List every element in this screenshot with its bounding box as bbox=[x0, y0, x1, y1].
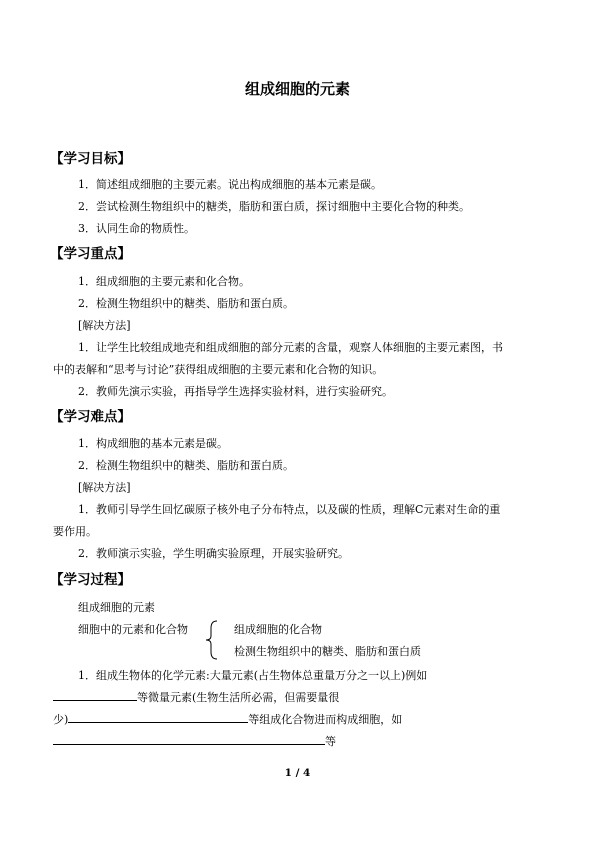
page-title: 组成细胞的元素 bbox=[244, 80, 350, 98]
method-text: 中的表解和“思考与讨论”获得组成细胞的主要元素和化合物的知识。 bbox=[53, 363, 384, 376]
difficulty-item: 2．检测生物组织中的糖类、脂肪和蛋白质。 bbox=[78, 459, 294, 472]
key-point-item: 1．组成细胞的主要元素和化合物。 bbox=[78, 275, 250, 288]
page-number: 1 / 4 bbox=[284, 767, 311, 779]
branch-item: 组成细胞的化合物 bbox=[234, 623, 322, 636]
method-text: 2．教师先演示实验，再指导学生选择实验材料，进行实验研究。 bbox=[78, 385, 393, 398]
difficulty-item: 1．构成细胞的基本元素是碳。 bbox=[78, 437, 228, 450]
branch-item: 检测生物组织中的糖类、脂肪和蛋白质 bbox=[234, 645, 421, 658]
question-line: 等微量元素(生物生活所必需，但需要量很 bbox=[53, 689, 339, 705]
question-line: 等 bbox=[53, 733, 336, 749]
method-label: [解决方法] bbox=[78, 319, 131, 332]
question-line: 少) 等组成化合物进而构成细胞，如 bbox=[53, 713, 403, 726]
goal-item: 1．简述组成细胞的主要元素。说出构成细胞的基本元素是碳。 bbox=[78, 178, 382, 191]
section-heading-difficulties: 【学习难点】 bbox=[50, 409, 131, 425]
section-heading-key-points: 【学习重点】 bbox=[50, 246, 131, 262]
goal-item: 2．尝试检测生物组织中的糖类，脂肪和蛋白质，探讨细胞中主要化合物的种类。 bbox=[78, 200, 470, 213]
fill-blank[interactable] bbox=[53, 733, 325, 745]
goal-item: 3．认同生命的物质性。 bbox=[78, 222, 195, 235]
method-text: 1．让学生比较组成地壳和组成细胞的部分元素的含量，观察人体细胞的主要元素图，书 bbox=[78, 341, 503, 354]
fill-blank[interactable] bbox=[68, 711, 248, 723]
section-heading-goals: 【学习目标】 bbox=[50, 151, 131, 167]
method-text: 要作用。 bbox=[53, 525, 97, 538]
fill-blank[interactable] bbox=[53, 689, 137, 701]
question-text: 1．组成生物体的化学元素:大量元素(占生物体总重量万分之一以上)例如 bbox=[78, 669, 428, 682]
section-heading-process: 【学习过程】 bbox=[50, 572, 131, 588]
method-label: [解决方法] bbox=[78, 481, 131, 494]
method-text: 2．教师演示实验，学生明确实验原理，开展实验研究。 bbox=[78, 547, 349, 560]
curly-brace-icon bbox=[205, 620, 219, 660]
process-subtitle: 组成细胞的元素 bbox=[78, 601, 155, 614]
key-point-item: 2．检测生物组织中的糖类、脂肪和蛋白质。 bbox=[78, 297, 294, 310]
branch-root: 细胞中的元素和化合物 bbox=[78, 623, 188, 636]
method-text: 1．教师引导学生回忆碳原子核外电子分布特点，以及碳的性质，理解C元素对生命的重 bbox=[78, 503, 501, 516]
